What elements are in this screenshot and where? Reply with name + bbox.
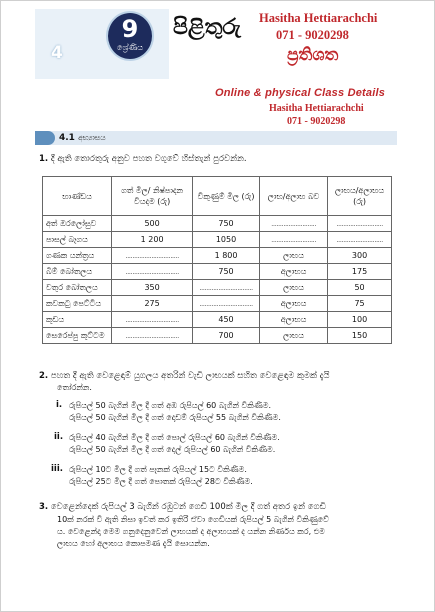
part-option: රුපියල් 50 බැගින් මිල දී ගත් දොඩම් රුපියල් 55 බැගින් විකිණීම. bbox=[69, 413, 281, 422]
table-row bbox=[43, 312, 392, 328]
page-corner-number: 4 bbox=[51, 43, 63, 63]
part-label: iii. bbox=[51, 464, 63, 474]
item-name-cell: ගණක යන්ත්‍රය bbox=[43, 248, 112, 264]
item-name-cell: කවකටු පෙට්ටිය bbox=[43, 296, 112, 312]
class-details-banner: Online & physical Class Details bbox=[215, 87, 386, 99]
column-header: භාණ්ඩය bbox=[43, 177, 112, 216]
table-row bbox=[43, 280, 392, 296]
table-cell: ලාභය bbox=[260, 328, 328, 344]
table-cell: 1 200 bbox=[112, 232, 193, 248]
chapter-title: ප්‍රතිශත bbox=[287, 45, 339, 65]
table-cell: ලාභය bbox=[260, 248, 328, 264]
section-label: අභ්‍යාසය bbox=[78, 133, 106, 142]
question-1-text: දී ඇති තොරතුරු අනුව පහත වගුවේ හිස්තැන් පුරවන්න. bbox=[50, 154, 247, 164]
item-name-cell: බිම් බෝතලය bbox=[43, 264, 112, 280]
item-name-cell: අත් ඔරලෝසුව bbox=[43, 216, 112, 232]
part-option: රුපියල් 25ට මිල දී ගත් පොතක් රුපියල් 28ට විකිණීම. bbox=[69, 477, 253, 486]
table-cell: 500 bbox=[112, 216, 193, 232]
table-cell: 1050 bbox=[193, 232, 260, 248]
banner-phone: 071 - 9020298 bbox=[287, 116, 346, 127]
question-2 bbox=[39, 370, 399, 382]
table-cell: 300 bbox=[328, 248, 392, 264]
column-header: ලාභ/අලාභ බව bbox=[260, 177, 328, 216]
author-phone: 071 - 9020298 bbox=[276, 28, 349, 42]
column-header: විකුණුම් මිල (රු) bbox=[193, 177, 260, 216]
table-cell: 100 bbox=[328, 312, 392, 328]
table-cell: ............................... bbox=[112, 328, 193, 344]
table-cell: ............................... bbox=[193, 296, 260, 312]
profit-loss-table bbox=[42, 176, 392, 344]
table-cell: 750 bbox=[193, 264, 260, 280]
part-label: i. bbox=[56, 400, 63, 410]
table-row bbox=[43, 216, 392, 232]
question-3-line-3: ය. වෙළෙන්දා මෙම ගනුදෙනුවෙන් ලාභයක් ද අලාභයක් ද යන්න නිර්ණය කර, එම bbox=[57, 527, 325, 536]
table-cell: 450 bbox=[193, 312, 260, 328]
table-row bbox=[43, 328, 392, 344]
question-3-line-2: 10ක් නරක් වී ඇති නිසා ඉවත් කර ඉතිරි ඒවා ගෙඩියක් රුපියල් 5 බැගින් විකිණුවේ bbox=[57, 515, 329, 524]
table-cell: අලාභය bbox=[260, 264, 328, 280]
table-cell: 75 bbox=[328, 296, 392, 312]
section-number: 4.1 bbox=[59, 133, 75, 143]
part-option: රුපියල් 10ට මිල දී ගත් පෑනක් රුපියල් 15ට විකිණීම. bbox=[69, 465, 247, 474]
section-title bbox=[59, 131, 106, 145]
table-cell: ............................... bbox=[112, 248, 193, 264]
table-cell: ............................... bbox=[112, 312, 193, 328]
grade-label: ශ්‍රේණිය bbox=[117, 43, 143, 52]
table-cell: අලාභය bbox=[260, 296, 328, 312]
column-header: ලාභය/අලාභය (රු) bbox=[328, 177, 392, 216]
table-cell: 750 bbox=[193, 216, 260, 232]
item-name-cell: වතුර බෝතලය bbox=[43, 280, 112, 296]
table-cell: 1 800 bbox=[193, 248, 260, 264]
column-header: ගත් මිල/ නිෂ්පාදන වියදම (රු) bbox=[112, 177, 193, 216]
table-cell: ලාභය bbox=[260, 280, 328, 296]
table-cell: 275 bbox=[112, 296, 193, 312]
table-cell: ........................... bbox=[328, 216, 392, 232]
question-3 bbox=[39, 501, 399, 513]
question-1-number: 1. bbox=[39, 154, 49, 164]
table-cell: අලාභය bbox=[260, 312, 328, 328]
banner-author: Hasitha Hettiarachchi bbox=[269, 103, 364, 114]
question-2-line-2: තෝරන්න. bbox=[57, 383, 92, 392]
section-marker bbox=[35, 131, 55, 145]
table-header-row bbox=[43, 177, 392, 216]
table-cell: 350 bbox=[112, 280, 193, 296]
item-name-cell: සෙරෙප්පු කුට්ටම bbox=[43, 328, 112, 344]
table-row bbox=[43, 296, 392, 312]
part-option: රුපියල් 50 බැගින් මිල දී ගත් දෙල් රුපියල් 60 බැගින් විකිණීම. bbox=[69, 445, 276, 454]
table-cell: ........................... bbox=[328, 232, 392, 248]
table-row bbox=[43, 248, 392, 264]
table-row bbox=[43, 232, 392, 248]
table-cell: ............................... bbox=[193, 280, 260, 296]
part-option: රුපියල් 50 බැගින් මිල දී ගත් අඹ රුපියල් 60 බැගින් විකිණීම. bbox=[69, 401, 272, 410]
part-label: ii. bbox=[54, 432, 64, 442]
grade-badge bbox=[106, 11, 154, 61]
question-2-number: 2. bbox=[39, 371, 49, 381]
part-option: රුපියල් 40 බැගින් මිල දී ගත් පොල් රුපියල් 60 බැගින් විකිණීම. bbox=[69, 433, 280, 442]
question-3-line-4: ලාභය හෝ අලාභය කොපමණ දැයි සොයන්න. bbox=[57, 539, 210, 548]
author-name: Hasitha Hettiarachchi bbox=[259, 11, 378, 25]
table-cell: 175 bbox=[328, 264, 392, 280]
grade-number: 9 bbox=[121, 15, 139, 43]
item-name-cell: කුඩය bbox=[43, 312, 112, 328]
table-cell: 150 bbox=[328, 328, 392, 344]
item-name-cell: පාසල් බෑගය bbox=[43, 232, 112, 248]
question-1 bbox=[39, 153, 399, 165]
table-cell: 700 bbox=[193, 328, 260, 344]
question-3-line-1: වෙළෙන්දෙක් රුපියල් 3 බැගින් රඹුටන් ගෙඩි 100ක් මිල දී ගත් අතර ඉන් ගෙඩි bbox=[50, 502, 326, 512]
table-cell: 50 bbox=[328, 280, 392, 296]
table-row bbox=[43, 264, 392, 280]
question-2-line-1: පහත දී ඇති වෙළෙඳාම් යුගලය අතරින් වැඩි ලාභයක් සහිත වෙළෙඳාම කුමක් දැයි bbox=[50, 371, 330, 381]
table-cell: ............................... bbox=[112, 264, 193, 280]
table-cell: .......................... bbox=[260, 216, 328, 232]
question-3-number: 3. bbox=[39, 502, 49, 512]
page-title: පිළිතුරු bbox=[173, 15, 241, 40]
table-cell: .......................... bbox=[260, 232, 328, 248]
